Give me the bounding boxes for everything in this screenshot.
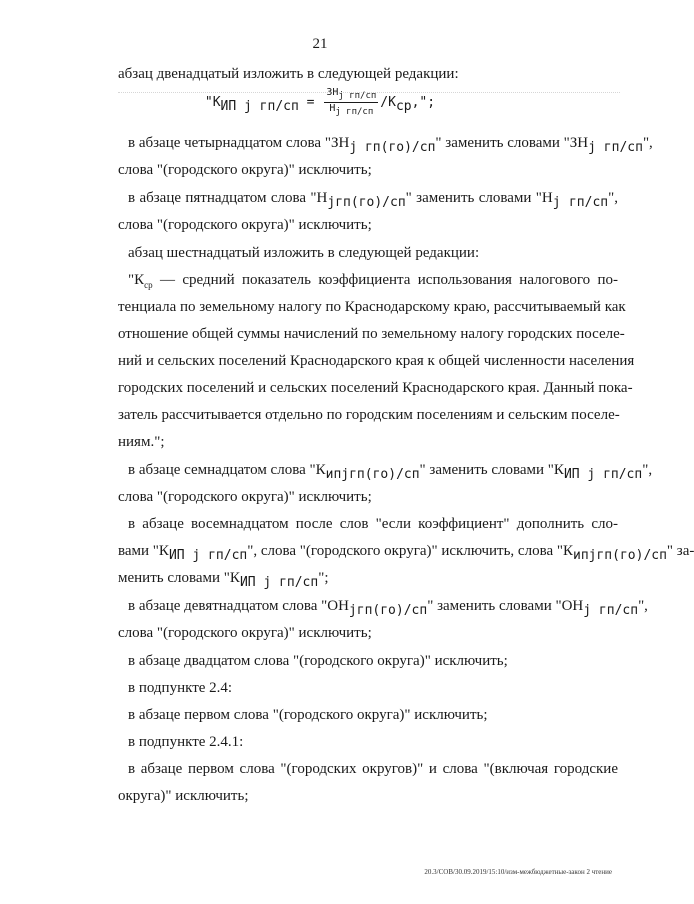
paragraph-line: в абзаце девятнадцатом слова "$ОН_{jгп(го)/сп}$" заменить словами "$ОН_{j гп/сп}$", xyxy=(128,598,648,618)
fraction-denominator: $Н_{j гп/сп}$ xyxy=(329,103,374,117)
formula-equals: = xyxy=(298,94,323,110)
formula-lhs-sub: ИП j гп/сп xyxy=(220,98,299,114)
paragraph-line: в абзаце семнадцатом слова "$К_{ипjгп(го)/сп}$" заменить словами "$К_{ИП j гп/сп}$", xyxy=(128,462,653,482)
paragraph-line: городских поселений и сельских поселений Краснодарского края. Данный пока- xyxy=(118,380,633,396)
paragraph-line: в подпункте 2.4.1: xyxy=(128,734,244,750)
paragraph-line: в абзаце восемнадцатом после слов "если коэффициент" дополнить сло- xyxy=(128,516,618,532)
formula xyxy=(0,87,640,119)
paragraph-line: в абзаце первом слова "(городского округа)" исключить; xyxy=(128,707,488,723)
paragraph-line: абзац шестнадцатый изложить в следующей редакции: xyxy=(128,245,480,261)
paragraph-line: "$К_{ср}$ — средний показатель коэффициента использования налогового по- xyxy=(128,272,618,290)
paragraph-line: ниям."; xyxy=(118,434,165,450)
formula-rhs-sub: ср xyxy=(395,98,412,114)
paragraph-line: округа)" исключить; xyxy=(118,788,249,804)
paragraph-line: абзац двенадцатый изложить в следующей редакции: xyxy=(118,66,459,82)
paragraph-line: слова "(городского округа)" исключить; xyxy=(118,162,372,178)
paragraph-line: менить словами "$К_{ИП j гп/сп}$"; xyxy=(118,570,329,590)
footer-file-path: 20.3/СОВ/30.09.2019/15:10/изм-межбюджетные-закон 2 чтение xyxy=(424,868,612,876)
formula-rhs: /К xyxy=(380,94,396,110)
paragraph-line: отношение общей суммы начислений по земельному налогу городских поселе- xyxy=(118,326,625,342)
paragraph-line: затель рассчитывается отдельно по городским поселениям и сельским поселе- xyxy=(118,407,620,423)
paragraph-line: в подпункте 2.4: xyxy=(128,680,233,696)
paragraph-line: в абзаце двадцатом слова "(городского округа)" исключить; xyxy=(128,653,508,669)
paragraph-line: тенциала по земельному налогу по Краснодарскому краю, рассчитываемый как xyxy=(118,299,626,315)
formula-tail: ,"; xyxy=(411,94,436,110)
fraction-numerator: $ЗН_{j гп/сп}$ xyxy=(326,87,377,101)
paragraph-line: слова "(городского округа)" исключить; xyxy=(118,625,372,641)
paragraph-line: в абзаце пятнадцатом слова "$Н_{jгп(го)/сп}$" заменить словами "$Н_{j гп/сп}$", xyxy=(128,190,618,210)
paragraph-line: ний и сельских поселений Краснодарского края к общей численности населения xyxy=(118,353,635,369)
formula-fraction xyxy=(324,87,378,118)
paragraph-line: слова "(городского округа)" исключить; xyxy=(118,489,372,505)
paragraph-line: в абзаце четырнадцатом слова "$ЗН_{j гп(го)/сп}$" заменить словами "$ЗН_{j гп/сп}$", xyxy=(128,135,653,155)
page-number: 21 xyxy=(312,36,328,52)
paragraph-line: слова "(городского округа)" исключить; xyxy=(118,217,372,233)
formula-lhs: "К xyxy=(204,94,221,110)
paragraph-line: в абзаце первом слова "(городских округов)" и слова "(включая городские xyxy=(128,761,618,777)
paragraph-line: вами "$К_{ИП j гп/сп}$", слова "(городского округа)" исключить, слова "$К_{ипjгп(го)/сп}$" за- xyxy=(118,543,694,563)
